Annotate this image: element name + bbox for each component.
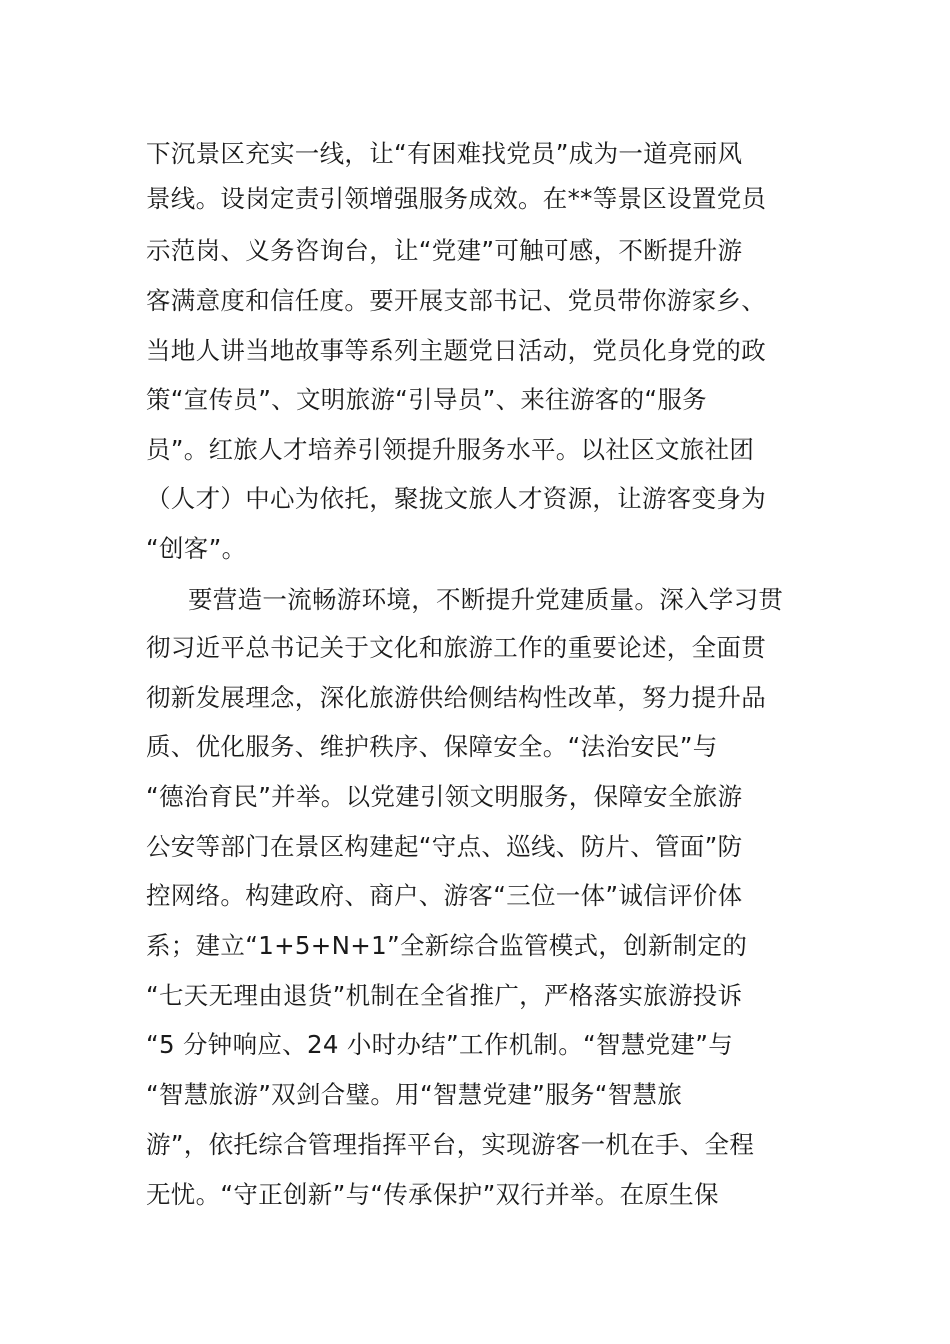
text-line-5: 当地人讲当地故事等系列主题党日活动，党员化身党的政 [146,336,766,365]
text-line-21: 游”，依托综合管理指挥平台，实现游客一机在手、全程 [146,1130,755,1159]
text-line-3: 示范岗、义务咨询台，让“党建”可触可感，不断提升游 [146,236,743,265]
text-line-22: 无忧。“守正创新”与“传承保护”双行并举。在原生保 [146,1180,719,1209]
text-line-8: （人才）中心为依托，聚拢文旅人才资源，让游客变身为 [146,484,766,513]
text-line-2: 景线。设岗定责引领增强服务成效。在**等景区设置党员 [146,184,767,213]
text-line-11: 彻习近平总书记关于文化和旅游工作的重要论述，全面贯 [146,633,766,662]
text-line-4: 客满意度和信任度。要开展支部书记、党员带你游家乡、 [146,286,766,315]
text-line-16: 控网络。构建政府、商户、游客“三位一体”诚信评价体 [146,881,743,910]
text-line-12: 彻新发展理念，深化旅游供给侧结构性改革，努力提升品 [146,683,766,712]
text-line-6: 策“宣传员”、文明旅游“引导员”、来往游客的“服务 [146,385,707,414]
text-line-20: “智慧旅游”双剑合璧。用“智慧党建”服务“智慧旅 [146,1080,683,1109]
text-line-18: “七天无理由退货”机制在全省推广，严格落实旅游投诉 [146,981,743,1010]
paragraph-2-first-line: 要营造一流畅游环境，不断提升党建质量。深入学习贯 [188,585,784,614]
text-line-15: 公安等部门在景区构建起“守点、巡线、防片、管面”防 [146,832,743,861]
text-line-13: 质、优化服务、维护秩序、保障安全。“法治安民”与 [146,732,718,761]
text-line-9: “创客”。 [146,534,247,563]
text-line-7: 员”。红旅人才培养引领提升服务水平。以社区文旅社团 [146,435,755,464]
text-line-19: “5 分钟响应、24 小时办结”工作机制。“智慧党建”与 [146,1030,734,1059]
text-line-1: 下沉景区充实一线，让“有困难找党员”成为一道亮丽风 [146,139,743,168]
text-line-14: “德治育民”并举。以党建引领文明服务，保障安全旅游 [146,782,743,811]
text-line-17: 系；建立“1+5+N+1”全新综合监管模式，创新制定的 [146,931,748,960]
